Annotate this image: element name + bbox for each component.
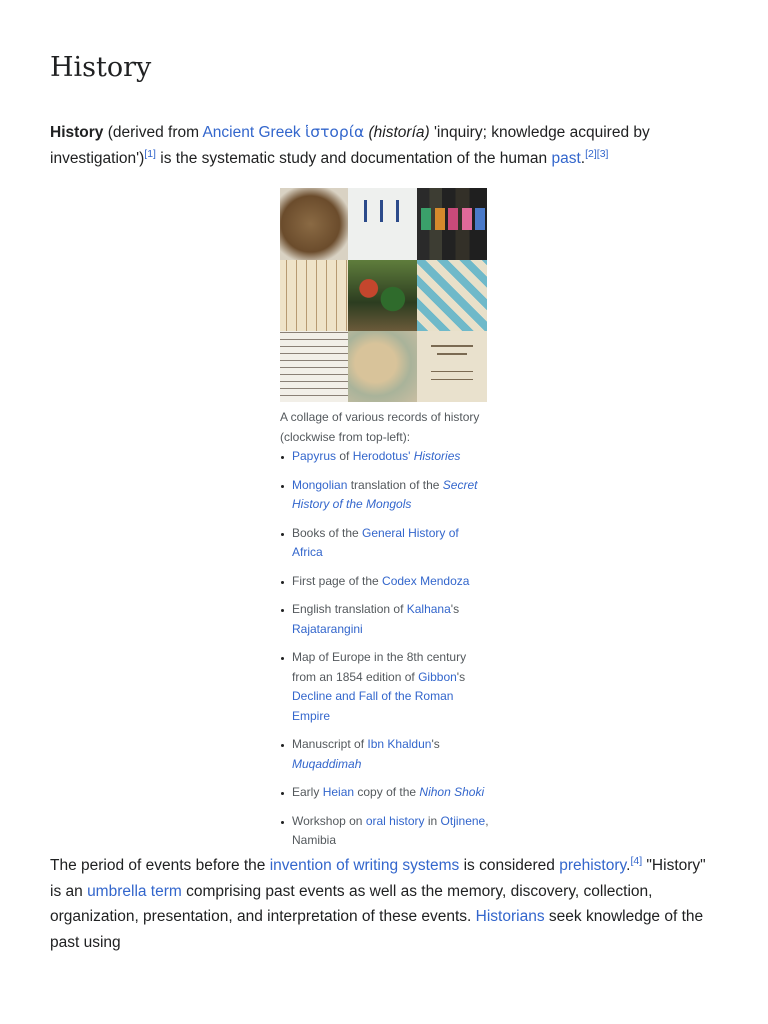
books-tile [417,188,487,260]
para-text: comprising past events as well as the memory, discovery, collection, organization, presentation, and interpretation of these events. [50,882,653,925]
citation-1[interactable]: [1] [144,147,156,160]
link-histories[interactable] [414,449,461,463]
list-item [280,572,490,592]
intro-text: . [580,149,586,167]
page-title: History [50,52,152,83]
link-nihon-shoki[interactable] [419,785,484,799]
item-text: First page of the [292,573,383,588]
citation-2[interactable]: [2] [585,147,597,160]
para-text: seek knowledge of the past using [50,908,704,951]
item-text: 's [431,737,440,751]
link-codex-mendoza[interactable]: Codex Mendoza [382,573,470,588]
link-decline-and-fall[interactable]: Decline and Fall of the Roman Empire [292,689,454,723]
transliteration: (historía) [368,124,430,141]
rajatarangini-tile [417,331,487,402]
intro-paragraph [50,120,720,171]
caption-text: A collage of various records of history (clockwise from top-left): [280,410,480,444]
bold-term: History [50,124,104,141]
link-past[interactable]: past [551,149,581,167]
item-text: Early [292,785,323,799]
item-text: in [424,813,441,828]
list-item [280,735,490,774]
list-item [280,476,490,515]
codex-mendoza-tile [417,260,487,331]
item-text: English translation of [292,602,407,616]
item-text: Map of Europe in the 8th century from an 1854 edition of [292,650,467,684]
list-item [280,648,490,726]
oral-history-photo-tile [348,260,417,331]
mongolian-script-tile [348,188,417,260]
collage-image[interactable] [280,188,487,402]
citation-3[interactable]: [3] [596,147,609,160]
link-umbrella-term[interactable]: umbrella term [87,882,182,900]
item-title: Nihon Shoki [419,785,485,799]
para-text: "History" is an [50,857,706,900]
europe-map-tile [348,331,417,402]
list-item [280,812,490,851]
list-item [280,447,490,467]
figure-caption [280,406,490,851]
codex-tile [280,260,348,331]
intro-text: (derived from [103,124,203,141]
item-title: Muqaddimah [292,756,362,771]
list-item [280,600,490,639]
papyrus-tile [280,188,348,260]
item-text: , Namibia [292,813,489,847]
para-text: The period of events before the [50,857,270,874]
link-oral-history[interactable]: oral history [365,813,425,828]
link-ancient-greek[interactable]: Ancient Greek [202,124,301,141]
link-gibbon[interactable]: Gibbon [418,669,457,684]
link-kalhana[interactable]: Kalhana [406,602,451,616]
link-ibn-khaldun[interactable]: Ibn Khaldun [367,737,432,751]
link-otjinene[interactable]: Otjinene [440,813,486,828]
citation-4[interactable]: [4] [630,855,643,867]
item-text: translation of the [347,477,443,492]
intro-text: 'inquiry; knowledge acquired by investigation') [50,124,650,167]
list-item [280,524,490,563]
muqaddimah-tile [280,331,348,402]
link-heian[interactable]: Heian [322,785,355,799]
item-text: Manuscript of [292,737,368,751]
para-text: . [626,857,631,874]
item-text: 's [450,602,460,616]
history-figure [280,188,490,860]
link-mongolian[interactable]: Mongolian [292,477,348,492]
item-title: Histories [413,449,461,463]
link-herodotus[interactable]: Herodotus' [352,449,411,463]
link-muqaddimah[interactable] [292,757,361,771]
link-invention-writing[interactable]: invention of writing systems [269,857,460,874]
item-text: Books of the [292,525,363,540]
link-greek-word[interactable]: ἱστορία [305,123,365,141]
item-title: Secret History of the Mongols [292,477,478,511]
link-historians[interactable]: Historians [475,908,545,925]
link-rajatarangini[interactable]: Rajatarangini [292,621,363,636]
item-text: Workshop on [292,813,366,828]
link-general-history-africa[interactable]: General History of Africa [292,525,459,559]
link-prehistory[interactable]: prehistory [559,857,627,874]
item-text: copy of the [354,785,420,799]
item-text: of [336,449,353,463]
intro-text: is the systematic study and documentation of the human [155,149,552,167]
item-text: 's [456,669,466,684]
list-item [280,783,490,803]
second-paragraph [50,853,720,955]
records-list [280,447,490,851]
para-text: is considered [459,857,560,874]
link-papyrus[interactable]: Papyrus [292,449,337,463]
